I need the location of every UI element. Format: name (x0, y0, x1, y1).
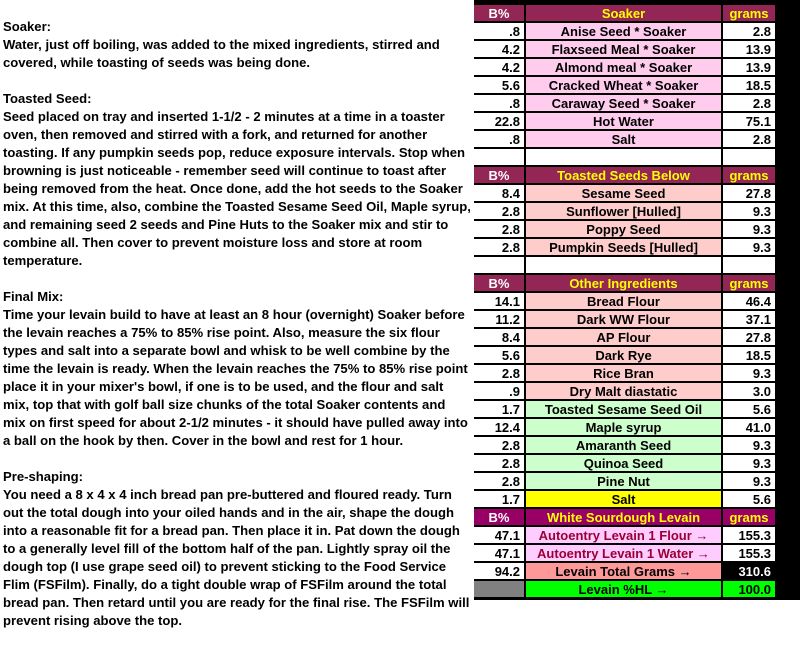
ingredient-name: Dark Rye (524, 347, 723, 363)
grams-value: 27.8 (723, 329, 775, 345)
table-row (474, 383, 775, 399)
grams-value: 9.3 (723, 221, 775, 237)
recipe-table-panel (474, 0, 800, 600)
baker-percent: 2.8 (474, 239, 524, 255)
grams-value: 5.6 (723, 401, 775, 417)
table-row (474, 131, 775, 147)
ingredient-name: Autoentry Levain 1 Flour → (524, 527, 723, 543)
table-row (474, 527, 775, 543)
grams-value: 2.8 (723, 131, 775, 147)
empty-cell (474, 149, 524, 165)
grams-value: 2.8 (723, 23, 775, 39)
section-title: Other Ingredients (524, 275, 723, 291)
table-row (474, 545, 775, 561)
empty-cell (723, 257, 775, 273)
ingredient-name: Sunflower [Hulled] (524, 203, 723, 219)
table-row (474, 365, 775, 381)
grams-value: 37.1 (723, 311, 775, 327)
grams-value: 75.1 (723, 113, 775, 129)
baker-percent: 4.2 (474, 41, 524, 57)
ingredient-name: Flaxseed Meal * Soaker (524, 41, 723, 57)
table-row (474, 347, 775, 363)
table-row (474, 77, 775, 93)
ingredient-name: AP Flour (524, 329, 723, 345)
grams-value: 13.9 (723, 41, 775, 57)
table-row (474, 293, 775, 309)
ingredient-name: Cracked Wheat * Soaker (524, 77, 723, 93)
ingredient-name: Poppy Seed (524, 221, 723, 237)
grams-value: 46.4 (723, 293, 775, 309)
recipe-table (474, 3, 775, 599)
levain-hydration-row (474, 581, 775, 597)
baker-percent: 5.6 (474, 347, 524, 363)
grams-value: 9.3 (723, 455, 775, 471)
baker-percent-header: B% (474, 275, 524, 291)
blank-row (474, 149, 775, 165)
grams-header: grams (723, 167, 775, 183)
ingredient-name: Anise Seed * Soaker (524, 23, 723, 39)
ingredient-name: Salt (524, 491, 723, 507)
levain-total-row (474, 563, 775, 579)
section-title: White Sourdough Levain (524, 509, 723, 525)
grams-value: 9.3 (723, 203, 775, 219)
section-heading: Pre-shaping: (3, 469, 84, 484)
ingredient-name: Bread Flour (524, 293, 723, 309)
grams-header: grams (723, 5, 775, 21)
baker-percent: 2.8 (474, 203, 524, 219)
ingredient-name: Dark WW Flour (524, 311, 723, 327)
ingredient-name: Salt (524, 131, 723, 147)
baker-percent: 8.4 (474, 185, 524, 201)
ingredient-name: Amaranth Seed (524, 437, 723, 453)
instructions-panel (3, 18, 471, 648)
grams-header: grams (723, 509, 775, 525)
empty-cell (524, 257, 723, 273)
baker-percent: 1.7 (474, 491, 524, 507)
baker-percent: .8 (474, 95, 524, 111)
grams-value: 3.0 (723, 383, 775, 399)
baker-percent: 47.1 (474, 545, 524, 561)
blank-row (474, 257, 775, 273)
baker-percent: .8 (474, 23, 524, 39)
section-body: Seed placed on tray and inserted 1-1/2 - 2 minutes at a time in a toaster oven, then removed and stirred with a fork, and returned for another toasting. If any pumpkin seeds pop, reduce exposure intervals. Stop when browning is just noticeable - remember seed will continue to toast after being removed from the heat. Once done, add the hot seeds to the Soaker mix. At this time, also, combine the Toasted Sesame Seed Oil, Maple syrup, and remaining seed 2 seeds and Pine Huts to the Soaker mix and stir to combine all. Then cover to prevent moisture loss and store at room temperature. (3, 109, 471, 268)
toasted-header-row (474, 167, 775, 183)
baker-percent: 12.4 (474, 419, 524, 435)
section-body: Water, just off boiling, was added to the mixed ingredients, stirred and covered, while toasting of seeds was being done. (3, 37, 440, 70)
baker-percent: 47.1 (474, 527, 524, 543)
section-body: You need a 8 x 4 x 4 inch bread pan pre-buttered and floured ready. Turn out the total dough into your oiled hands and in the air, shape the dough into a reasonable fit for a bread pan. Then place it in. Pat down the dough to a generally level fill of the bottom half of the pan. Lightly spray oil the dough top (I use grape seed oil) to prevent sticking to the Food Service Flim (FSFilm). Finally, do a tight double wrap of FSFilm around the total bread pan. Then retard until you are ready for the final rise. The FSFilm will prevent rising above the top. (3, 487, 470, 628)
grams-value: 9.3 (723, 473, 775, 489)
grams-value: 9.3 (723, 437, 775, 453)
ingredient-name: Rice Bran (524, 365, 723, 381)
ingredient-name: Caraway Seed * Soaker (524, 95, 723, 111)
ingredient-name: Dry Malt diastatic (524, 383, 723, 399)
ingredient-name: Almond meal * Soaker (524, 59, 723, 75)
table-row (474, 185, 775, 201)
levain-header-row (474, 509, 775, 525)
table-row (474, 491, 775, 507)
table-row (474, 221, 775, 237)
table-row (474, 455, 775, 471)
table-row (474, 437, 775, 453)
table-row (474, 113, 775, 129)
baker-percent: 2.8 (474, 221, 524, 237)
table-row (474, 311, 775, 327)
table-row (474, 203, 775, 219)
table-row (474, 59, 775, 75)
baker-percent-header: B% (474, 167, 524, 183)
baker-percent: 2.8 (474, 437, 524, 453)
grams-value: 13.9 (723, 59, 775, 75)
ingredient-name: Hot Water (524, 113, 723, 129)
grams-value: 18.5 (723, 77, 775, 93)
section-heading: Toasted Seed: (3, 91, 92, 106)
baker-percent-header: B% (474, 509, 524, 525)
baker-percent: 8.4 (474, 329, 524, 345)
grams-value: 9.3 (723, 365, 775, 381)
ingredient-name: Levain %HL → (524, 581, 723, 597)
baker-percent: 2.8 (474, 365, 524, 381)
table-row (474, 239, 775, 255)
section-heading: Soaker: (3, 19, 52, 34)
baker-percent: 14.1 (474, 293, 524, 309)
soaker-instructions (3, 18, 471, 72)
empty-cell (524, 149, 723, 165)
baker-percent: 5.6 (474, 77, 524, 93)
ingredient-name: Pine Nut (524, 473, 723, 489)
pre-shaping-instructions (3, 468, 471, 630)
table-row (474, 95, 775, 111)
table-row (474, 41, 775, 57)
baker-percent: 1.7 (474, 401, 524, 417)
section-title: Soaker (524, 5, 723, 21)
table-row (474, 473, 775, 489)
grams-value: 100.0 (723, 581, 775, 597)
grams-value: 5.6 (723, 491, 775, 507)
grams-value: 155.3 (723, 527, 775, 543)
baker-percent: .9 (474, 383, 524, 399)
section-title: Toasted Seeds Below (524, 167, 723, 183)
grams-value: 2.8 (723, 95, 775, 111)
empty-cell (474, 257, 524, 273)
baker-percent: 2.8 (474, 455, 524, 471)
baker-percent: 22.8 (474, 113, 524, 129)
table-row (474, 419, 775, 435)
ingredient-name: Levain Total Grams → (524, 563, 723, 579)
baker-percent: 4.2 (474, 59, 524, 75)
grams-value: 18.5 (723, 347, 775, 363)
baker-percent-header: B% (474, 5, 524, 21)
toasted-seed-instructions (3, 90, 471, 270)
baker-percent: 11.2 (474, 311, 524, 327)
ingredient-name: Autoentry Levain 1 Water → (524, 545, 723, 561)
grams-value: 155.3 (723, 545, 775, 561)
table-row (474, 23, 775, 39)
soaker-header-row (474, 5, 775, 21)
empty-cell (474, 581, 524, 597)
grams-value: 310.6 (723, 563, 775, 579)
table-row (474, 401, 775, 417)
section-heading: Final Mix: (3, 289, 64, 304)
baker-percent: 2.8 (474, 473, 524, 489)
other-header-row (474, 275, 775, 291)
ingredient-name: Toasted Sesame Seed Oil (524, 401, 723, 417)
grams-value: 27.8 (723, 185, 775, 201)
empty-cell (723, 149, 775, 165)
section-body: Time your levain build to have at least an 8 hour (overnight) Soaker before the levain reaches a 75% to 85% rise point. Also, measure the six flour types and salt into a separate bowl and whisk to be well combine by the time the levain is ready. When the levain reaches the 75% to 85% rise point place it in your mixer's bowl, if one is to be used, and the flour and salt mix, top that with golf ball size chunks of the total Soaker contents and mix on first speed for about 2-1/2 minutes - it should have pulled away into a ball on the hook by then. Cover in the bowl and rest for 1 hour. (3, 307, 468, 448)
table-row (474, 329, 775, 345)
ingredient-name: Maple syrup (524, 419, 723, 435)
ingredient-name: Sesame Seed (524, 185, 723, 201)
final-mix-instructions (3, 288, 471, 450)
baker-percent: 94.2 (474, 563, 524, 579)
ingredient-name: Quinoa Seed (524, 455, 723, 471)
ingredient-name: Pumpkin Seeds [Hulled] (524, 239, 723, 255)
grams-value: 9.3 (723, 239, 775, 255)
baker-percent: .8 (474, 131, 524, 147)
grams-value: 41.0 (723, 419, 775, 435)
grams-header: grams (723, 275, 775, 291)
